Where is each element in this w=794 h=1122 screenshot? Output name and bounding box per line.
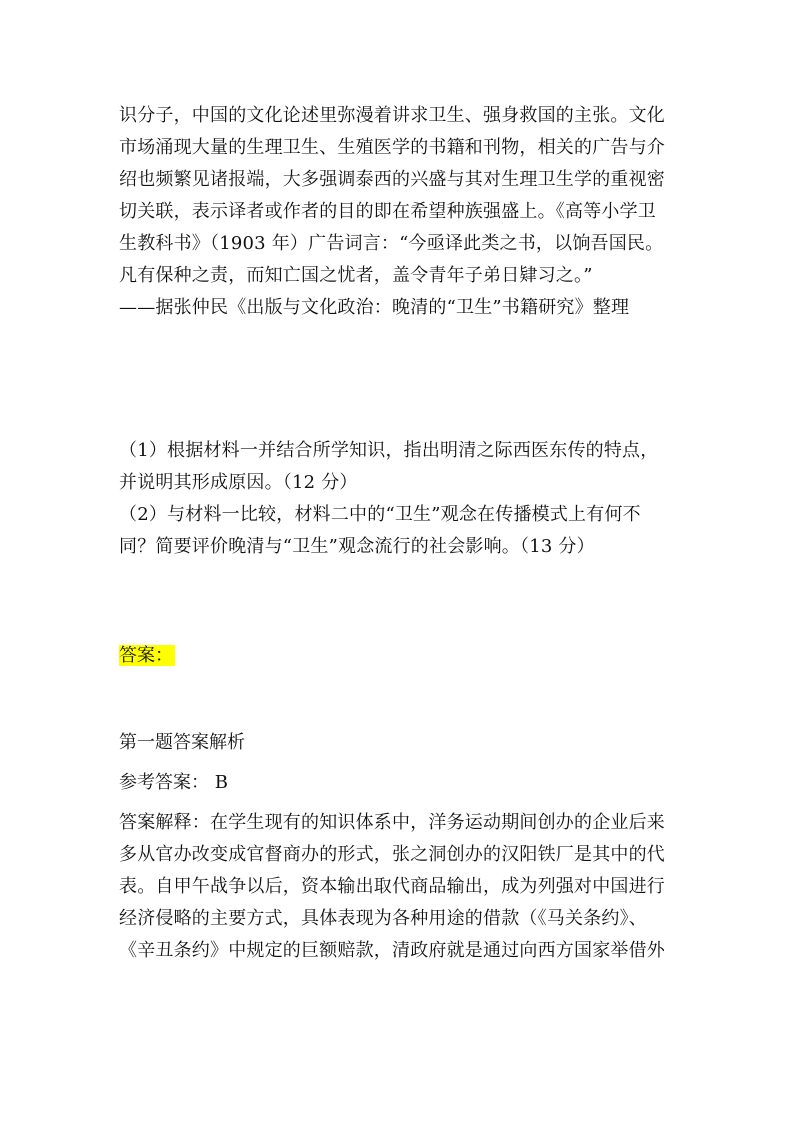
question-line: （1）根据材料一并结合所学知识，指出明清之际西医东传的特点， [119, 440, 659, 461]
explanation-line: 表。自甲午战争以后，资本输出取代商品输出，成为列强对中国进行 [119, 876, 665, 897]
reference-answer: 参考答案： B [119, 772, 228, 793]
material-line: 凡有保种之责，而知亡国之忧者，盖令青年子弟日肄习之。” [119, 265, 593, 286]
explanation-line: 经济侵略的主要方式，具体表现为各种用途的借款（《马关条约》、 [119, 908, 647, 929]
material-two-text [119, 100, 685, 324]
answer-heading [119, 640, 175, 672]
question-line: 并说明其形成原因。（12 分） [119, 472, 358, 493]
material-line: 绍也频繁见诸报端，大多强调泰西的兴盛与其对生理卫生学的重视密 [119, 169, 665, 190]
explanation-line: 《辛丑条约》中规定的巨额赔款，清政府就是通过向西方国家举借外 [119, 940, 665, 961]
question-line: 同？简要评价晚清与“卫生”观念流行的社会影响。（13 分） [119, 536, 595, 557]
answer-label-highlight: 答案： [119, 645, 173, 666]
material-source: ——据张仲民《出版与文化政治：晚清的“卫生”书籍研究》整理 [119, 297, 630, 318]
material-line: 切关联，表示译者或作者的目的即在希望种族强盛上。《高等小学卫 [119, 201, 656, 222]
material-line: 生教科书》（1903 年）广告词言：“今亟译此类之书，以饷吾国民。 [119, 233, 664, 254]
first-answer-title: 第一题答案解析 [119, 732, 245, 753]
question-line: （2）与材料一比较，材料二中的“卫生”观念在传播模式上有何不 [119, 504, 641, 525]
questions-block [119, 435, 685, 563]
explanation-line: 多从官办改变成官督商办的形式，张之洞创办的汉阳铁厂是其中的代 [119, 844, 665, 865]
answer-explanation [119, 807, 685, 967]
explanation-line: 答案解释：在学生现有的知识体系中，洋务运动期间创办的企业后来 [119, 812, 665, 833]
material-line: 识分子，中国的文化论述里弥漫着讲求卫生、强身救国的主张。文化 [119, 105, 665, 126]
material-line: 市场涌现大量的生理卫生、生殖医学的书籍和刊物，相关的广告与介 [119, 137, 665, 158]
